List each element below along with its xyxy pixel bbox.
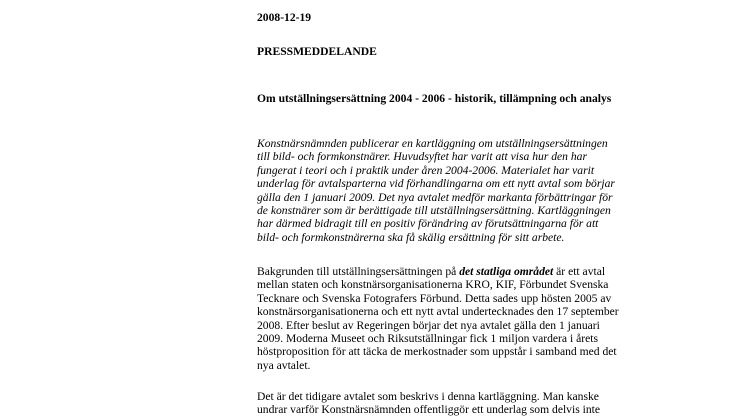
emphasis-text: det statliga området: [459, 265, 554, 278]
previous-agreement-paragraph: [257, 390, 600, 417]
intro-line: till bild- och formkonstnärer. Huvudsyftet har varit att visa hur den har: [257, 150, 587, 164]
body-line: Tecknare och Svenska Fotografers Förbund. Detta sades upp hösten 2005 av: [257, 291, 612, 305]
document-date: 2008-12-19: [257, 11, 312, 24]
body-text: är ett avtal: [553, 265, 606, 278]
intro-paragraph: [257, 137, 615, 244]
body-line: 2008. Efter beslut av Regeringen börjar det nya avtalet gälla den 1 januari: [257, 318, 600, 332]
body-line: mellan staten och konstnärsorganisationerna KRO, KIF, Förbundet Svenska: [257, 278, 609, 292]
intro-line: har därmed bidragit till en positiv förändring av förutsättningarna för att: [257, 217, 599, 231]
intro-line: bild- och formkonstnärerna ska få skälig ersättning för sitt arbete.: [257, 230, 565, 244]
body-line: Det är det tidigare avtalet som beskrivs i denna kartläggning. Man kanske: [257, 390, 599, 403]
intro-line: de konstnärer som är berättigade till utställningsersättning. Kartläggningen: [257, 204, 611, 218]
intro-line: gälla den 1 januari 2009. Det nya avtalet medför markanta förbättringar för: [257, 190, 613, 204]
body-line: höstproposition för att täcka de merkostnader som uppstår i samband med det: [257, 345, 617, 359]
intro-line: fungerat i teori och i praktik under åren 2004-2006. Materialet har varit: [257, 163, 595, 177]
intro-line: Konstnärsnämnden publicerar en kartläggning om utställningsersättningen: [257, 137, 608, 150]
intro-line: underlag för avtalsparterna vid förhandlingarna om ett nytt avtal som börjar: [257, 177, 615, 191]
body-line: undrar varför Konstnärsnämnden offentliggör ett underlag som delvis inte: [257, 403, 601, 417]
body-line: [257, 265, 619, 278]
body-line: nya avtalet.: [257, 358, 311, 372]
body-line: 2009. Moderna Museet och Riksutställningar fick 1 miljon vardera i årets: [257, 332, 598, 346]
document-title: Om utställningsersättning 2004 - 2006 - historik, tillämpning och analys: [257, 92, 612, 105]
body-line: konstnärsorganisationerna och ett nytt avtal undertecknades den 17 september: [257, 305, 619, 319]
document-type-heading: PRESSMEDDELANDE: [257, 45, 377, 58]
background-paragraph: [257, 265, 619, 372]
body-text: Bakgrunden till utställningsersättningen på: [257, 265, 460, 278]
